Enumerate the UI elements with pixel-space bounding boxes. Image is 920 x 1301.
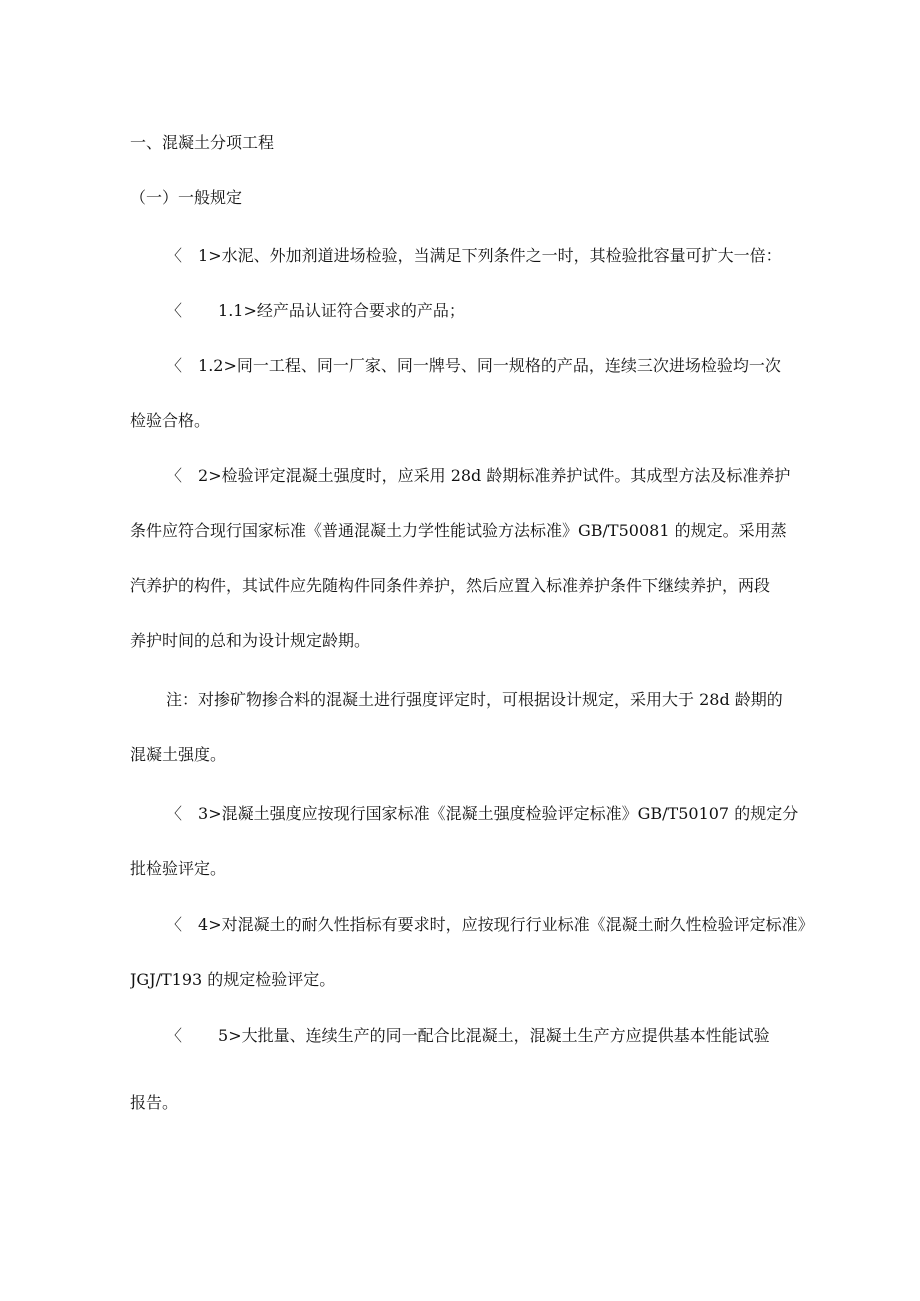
item-5-text-line-1: 5>大批量、连续生产的同一配合比混凝土，混凝土生产方应提供基本性能试验	[218, 1026, 770, 1045]
item-marker: 〈	[166, 356, 183, 375]
item-1-text: 1>水泥、外加剂道进场检验，当满足下列条件之一时，其检验批容量可扩大一倍：	[198, 246, 782, 265]
item-marker: 〈	[166, 1026, 183, 1045]
item-1-1	[166, 301, 866, 321]
note-line-2: 混凝土强度。	[130, 745, 227, 764]
item-5	[166, 1026, 866, 1046]
item-1	[166, 246, 866, 266]
item-2-text-line-4: 养护时间的总和为设计规定龄期。	[130, 631, 371, 650]
item-marker: 〈	[166, 804, 183, 823]
item-3	[166, 804, 866, 824]
item-1-2	[166, 356, 866, 376]
subsection-heading: （一）一般规定	[130, 188, 243, 207]
item-4-text-line-1: 4>对混凝土的耐久性指标有要求时，应按现行行业标准《混凝土耐久性检验评定标准》	[198, 915, 814, 934]
item-marker: 〈	[166, 246, 183, 265]
item-marker: 〈	[166, 466, 183, 485]
section-heading: 一、混凝土分项工程	[130, 133, 275, 152]
item-2	[166, 466, 866, 486]
item-1-1-text: 1.1>经产品认证符合要求的产品；	[218, 301, 465, 320]
item-1-2-text-line-2: 检验合格。	[130, 411, 211, 430]
note-line-1: 注：对掺矿物掺合料的混凝土进行强度评定时，可根据设计规定，采用大于 28d 龄期的	[166, 690, 783, 709]
item-2-text-line-2: 条件应符合现行国家标准《普通混凝土力学性能试验方法标准》GB/T50081 的规定。采用蒸	[130, 521, 787, 540]
item-marker: 〈	[166, 915, 183, 934]
item-marker: 〈	[166, 301, 183, 320]
item-2-text-line-1: 2>检验评定混凝土强度时，应采用 28d 龄期标准养护试件。其成型方法及标准养护	[198, 466, 791, 485]
item-5-text-line-2: 报告。	[130, 1093, 179, 1112]
item-2-text-line-3: 汽养护的构件，其试件应先随构件同条件养护，然后应置入标准养护条件下继续养护，两段	[130, 576, 771, 595]
item-4	[166, 915, 866, 935]
item-3-text-line-1: 3>混凝土强度应按现行国家标准《混凝土强度检验评定标准》GB/T50107 的规定分	[198, 804, 799, 823]
item-3-text-line-2: 批检验评定。	[130, 859, 227, 878]
item-4-text-line-2: JGJ/T193 的规定检验评定。	[130, 970, 336, 989]
item-1-2-text-line-1: 1.2>同一工程、同一厂家、同一牌号、同一规格的产品，连续三次进场检验均一次	[198, 356, 781, 375]
